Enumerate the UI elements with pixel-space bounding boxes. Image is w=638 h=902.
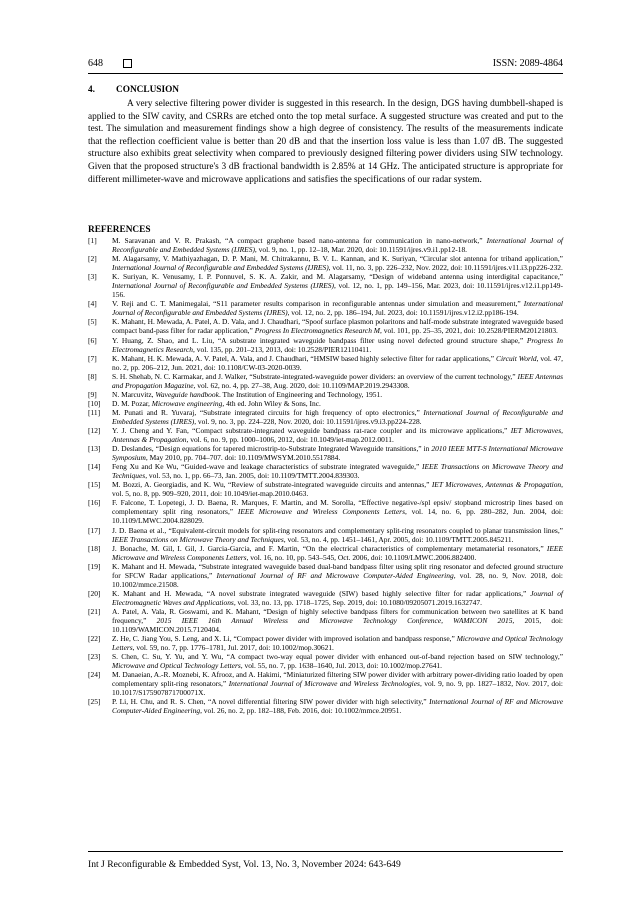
reference-text xyxy=(112,562,563,589)
reference-authors-title: D. Deslandes, “Design equations for tapered microstrip-to-Substrate Integrated Waveguide transitions,” in xyxy=(112,444,432,454)
reference-details: , vol. 53, no. 4, pp. 1451–1461, Apr. 2005, doi: 10.1109/TMTT.2005.845211. xyxy=(283,534,514,544)
reference-number: [23] xyxy=(88,652,101,662)
reference-authors-title: M. Saravanan and V. R. Prakash, “A compact graphene based nano-antenna for communication in nano-network,” xyxy=(112,236,487,245)
reference-text xyxy=(112,372,563,390)
running-header xyxy=(88,58,563,72)
reference-text xyxy=(112,526,563,544)
reference-list xyxy=(88,236,563,715)
reference-number: [5] xyxy=(88,317,97,327)
conclusion-paragraph: A very selective filtering power divider is suggested in this research. In the design, DGS having dumbbell-shaped is applied to the SIW cavity, and CSRRs are etched onto the top metal surface. A suggested structure was created and put to the test. The simulation and measurement findings show a high degree of consistency. The results of the measurements indicate that the reflection coefficient value is better than 20 dB and that the insertion loss value is less than 1.07 dB. The suggested structure also exhibits great selectivity when compared to previously designed filtering power dividers using SIW technology. Given that the proposed structure's 3 dB fractional bandwidth is 2.85% at 14 GHz. The anticipated structure is appropriate for different millimeter-wave and microwave applications and satisfies the specifications of our radar system. xyxy=(88,99,563,185)
reference-authors-title: J. D. Baena et al., “Equivalent-circuit models for split-ring resonators and complementary split-ring resonators coupled to planar transmission lines,” xyxy=(112,525,563,535)
references-heading: REFERENCES xyxy=(88,225,151,235)
reference-authors-title: D. M. Pozar, xyxy=(112,398,152,408)
reference-item xyxy=(88,670,563,697)
reference-details: , vol. 11, no. 3, pp. 226–232, Nov. 2022, doi: 10.11591/ijres.v11.i3.pp226-232. xyxy=(328,263,563,273)
reference-details: , vol. 5, no. 8, pp. 909–920, 2011, doi: 10.1049/iet-map.2010.0463. xyxy=(112,480,563,499)
reference-details: , May 2010, pp. 704–707. doi: 10.1109/MWSYM.2010.5517884. xyxy=(145,453,341,463)
reference-authors-title: M. Alagarsamy, V. Mathiyazhagan, D. P. Mani, M. Chitrakannu, B. V. L. Kannan, and K. Suriyan, “Circular slot antenna for triband application,” xyxy=(112,254,563,264)
reference-number: [3] xyxy=(88,272,97,282)
reference-number: [21] xyxy=(88,606,101,616)
reference-details: , vol. 28, no. 9, Nov. 2018, doi: 10.1002/mmce.21508. xyxy=(112,570,563,589)
section-title: CONCLUSION xyxy=(116,85,180,95)
reference-details: , vol. 59, no. 7, pp. 1776–1781, Jul. 2017, doi: 10.1002/mop.30621. xyxy=(132,643,334,653)
reference-number: [17] xyxy=(88,525,101,535)
reference-number: [8] xyxy=(88,371,97,381)
reference-item xyxy=(88,498,563,525)
reference-venue: Journal of Electromagnetic Waves and Applications xyxy=(112,588,563,607)
reference-text xyxy=(112,299,563,317)
header-rule xyxy=(88,73,563,74)
footer-rule xyxy=(88,851,563,852)
reference-authors-title: S. H. Shehab, N. C. Karmakar, and J. Walker, “Substrate-integrated-waveguide power dividers: an overview of the current technology,” xyxy=(112,371,518,381)
reference-text xyxy=(112,607,563,634)
reference-authors-title: S. Chen, C. Su, Y. Yu, and Y. Wu, “A compact two-way equal power divider with enhanced out-of-band rejection based on SIW technology,” xyxy=(112,652,563,662)
reference-text xyxy=(112,480,563,498)
reference-number: [9] xyxy=(88,389,97,399)
reference-text xyxy=(112,444,563,462)
reference-venue: International Journal of Reconfigurable and Embedded Systems (IJRES) xyxy=(112,299,563,318)
reference-text xyxy=(112,236,563,254)
reference-number: [10] xyxy=(88,398,101,408)
reference-details: , vol. 33, no. 13, pp. 1718–1725, Sep. 2019, doi: 10.1080/09205071.2019.1632747. xyxy=(233,597,482,607)
reference-text xyxy=(112,254,563,272)
reference-item xyxy=(88,652,563,670)
reference-number: [19] xyxy=(88,561,101,571)
reference-details: , vol. 9, no. 9, pp. 1827–1832, Nov. 2017, doi: 10.1017/S175907871700071X. xyxy=(112,679,564,698)
reference-details: , vol. 47, no. 2, pp. 206–212, Jun. 2021, doi: 10.1108/CW-03-2020-0039. xyxy=(112,353,563,372)
reference-number: [12] xyxy=(88,425,101,435)
reference-details: , vol. 16, no. 10, pp. 543–545, Oct. 2006, doi: 10.1109/LMWC.2006.882400. xyxy=(246,552,477,562)
reference-item xyxy=(88,589,563,607)
reference-authors-title: F. Falcone, T. Lopetegi, J. D. Baena, R. Marques, F. Martin, and M. Sorolla, “Effective negative-/spl epsiv/ stopband microstrip lines based on complementary split ring resonators,” xyxy=(112,498,563,517)
reference-number: [6] xyxy=(88,335,97,345)
reference-venue: International Journal of RF and Microwave Computer-Aided Engineering xyxy=(112,697,563,716)
reference-number: [2] xyxy=(88,254,97,264)
reference-text xyxy=(112,390,563,399)
reference-authors-title: K. Mahant, H. K. Mewada, A. V. Patel, A. Vala, and J. Chaudhari, “HMSIW based highly selective filter for radar applications,” xyxy=(112,353,496,363)
reference-item xyxy=(88,336,563,354)
reference-item xyxy=(88,272,563,299)
reference-number: [24] xyxy=(88,670,101,680)
reference-venue: 2010 IEEE MTT-S International Microwave Symposium xyxy=(112,444,563,463)
reference-item xyxy=(88,562,563,589)
reference-venue: IEEE Antennas and Propagation Magazine xyxy=(112,371,563,390)
reference-authors-title: Z. He, C. Jiang You, S. Leng, and X. Li, “Compact power divider with improved isolation and bandpass response,” xyxy=(112,634,457,644)
reference-venue: IEEE Transactions on Microwave Theory and Techniques xyxy=(112,462,563,481)
reference-details: , 2015, doi: 10.1109/WAMICON.2015.7120404. xyxy=(112,615,563,635)
reference-authors-title: K. Mahant and H. Mewada, “Substrate integrated waveguide based dual-band bandpass filter using split ring resonator and defected ground structure for SFCW Radar applications,” xyxy=(112,561,563,580)
reference-number: [20] xyxy=(88,588,101,598)
reference-details: , vol. 12, no. 2, pp. 186–194, Jul. 2023, doi: 10.11591/ijres.v12.i2.pp186-194. xyxy=(287,308,519,318)
reference-item xyxy=(88,462,563,480)
reference-text xyxy=(112,634,563,652)
reference-item xyxy=(88,607,563,634)
reference-details: , vol. 53, no. 1, pp. 66–73, Jan. 2005, doi: 10.1109/TMTT.2004.839303. xyxy=(145,471,360,481)
reference-venue: Microwave engineering xyxy=(151,398,223,408)
page-number: 648 xyxy=(88,58,103,69)
reference-venue: Microwave and Optical Technology Letters xyxy=(112,661,241,671)
reference-details: , vol. 55, no. 7, pp. 1638–1640, Jul. 2013, doi: 10.1002/mop.27641. xyxy=(240,661,442,671)
reference-number: [14] xyxy=(88,462,101,472)
reference-venue: International Journal of Microwave and Wireless Technologies xyxy=(228,679,420,689)
reference-item xyxy=(88,399,563,408)
footer-citation: Int J Reconfigurable & Embedded Syst, Vol. 13, No. 3, November 2024: 643-649 xyxy=(88,859,401,870)
reference-details: , vol. 101, pp. 25–35, 2021, doi: 10.2528/PIERM20121803. xyxy=(380,326,558,336)
reference-number: [4] xyxy=(88,299,97,309)
section-number: 4. xyxy=(88,85,95,95)
reference-item xyxy=(88,408,563,426)
reference-details: , 4th ed. John Wiley & Sons, Inc. xyxy=(222,398,321,408)
reference-authors-title: K. Suriyan, K. Venusamy, I. P. Ponnuvel, S. K. A. Zakir, and M. Alagarsamy, “Design of wideband antenna using interdigital capacitance,” xyxy=(112,272,563,282)
reference-details: , vol. 26, no. 2, pp. 182–188, Feb. 2016, doi: 10.1002/mmce.20951. xyxy=(200,706,402,716)
reference-text xyxy=(112,589,563,607)
reference-text xyxy=(112,652,563,670)
reference-venue: IET Microwaves, Antennas & Propagation xyxy=(431,480,562,490)
reference-item xyxy=(88,372,563,390)
reference-text xyxy=(112,670,563,697)
reference-number: [13] xyxy=(88,444,101,454)
reference-text xyxy=(112,697,563,715)
reference-venue: Progress In Electromagnetics Research M xyxy=(254,326,381,336)
reference-number: [11] xyxy=(88,407,101,417)
reference-venue: Circuit World xyxy=(496,353,537,363)
reference-item xyxy=(88,236,563,254)
reference-authors-title: P. Li, H. Chu, and R. S. Chen, “A novel differential filtering SIW power divider with high selectivity,” xyxy=(112,697,430,707)
reference-item xyxy=(88,526,563,544)
reference-venue: International Journal of Reconfigurable and Embedded Systems (IJRES) xyxy=(112,407,563,426)
issn-label: ISSN: 2089-4864 xyxy=(492,58,563,69)
reference-text xyxy=(112,317,563,335)
reference-item xyxy=(88,354,563,372)
reference-venue: Microwave and Optical Technology Letters xyxy=(112,634,563,653)
reference-venue: Waveguide handbook xyxy=(155,389,219,399)
reference-authors-title: K. Mahant and H. Mewada, “A novel substrate integrated waveguide (SIW) based highly selective filter for radar applications,” xyxy=(112,588,531,598)
reference-text xyxy=(112,544,563,562)
reference-details: , vol. 135, pp. 201–213, 2013, doi: 10.2528/PIER12110411. xyxy=(193,344,372,354)
reference-text xyxy=(112,426,563,444)
reference-authors-title: Y. J. Cheng and Y. Fan, “Compact substrate-integrated waveguide bandpass rat-race coupler and its microwave applications,” xyxy=(112,425,511,435)
reference-item xyxy=(88,444,563,462)
reference-authors-title: K. Mahant, H. Mewada, A. Patel, A. D. Vala, and J. Chaudhari, “Spoof surface plasmon polaritons and half-mode substrate integrated waveguide based compact band-pass filter for radar application,” xyxy=(112,317,563,336)
reference-item xyxy=(88,697,563,715)
reference-details: , vol. 9, no. 1, pp. 12–18, Mar. 2020, doi: 10.11591/ijres.v9.i1.pp12-18. xyxy=(254,245,468,255)
reference-text xyxy=(112,462,563,480)
reference-item xyxy=(88,480,563,498)
reference-text xyxy=(112,272,563,299)
reference-number: [16] xyxy=(88,498,101,508)
reference-details: . The Institution of Engineering and Technology, 1951. xyxy=(218,389,383,399)
reference-authors-title: V. Reji and C. T. Manimegalai, “S11 parameter results comparison in reconfigurable antennas under simulation and measurement,” xyxy=(112,299,524,309)
reference-authors-title: M. Punati and R. Yuvaraj, “Substrate integrated circuits for high frequency of opto electronics,” xyxy=(112,407,424,417)
reference-text xyxy=(112,498,563,525)
reference-venue: International Journal of RF and Microwave Computer-Aided Engineering xyxy=(216,570,454,580)
reference-number: [15] xyxy=(88,480,101,490)
reference-text xyxy=(112,336,563,354)
reference-venue: Progress In Electromagnetics Research xyxy=(112,335,563,354)
reference-number: [1] xyxy=(88,236,97,245)
reference-venue: IET Microwaves, Antennas & Propagation xyxy=(112,425,563,445)
reference-authors-title: Y. Huang, Z. Shao, and L. Liu, “A substrate integrated waveguide bandpass filter using novel defected ground structure shape,” xyxy=(112,335,527,345)
reference-venue: International Journal of Reconfigurable and Embedded Systems (IJRES) xyxy=(112,236,563,255)
reference-item xyxy=(88,317,563,335)
section-heading-conclusion xyxy=(88,85,179,95)
square-bullet-icon xyxy=(123,59,132,68)
reference-venue: IEEE Microwave and Wireless Components Letters xyxy=(112,543,563,562)
reference-details: , vol. 12, no. 1, pp. 149–156, Mar. 2023, doi: 10.11591/ijres.v12.i1.pp149-156. xyxy=(112,281,563,300)
reference-text xyxy=(112,408,563,426)
reference-item xyxy=(88,634,563,652)
reference-item xyxy=(88,299,563,317)
reference-details: , vol. 9, no. 3, pp. 224–228, Nov. 2020, doi: 10.11591/ijres.v9.i3.pp224-228. xyxy=(194,416,422,426)
reference-number: [22] xyxy=(88,634,101,644)
reference-venue: International Journal of Reconfigurable and Embedded Systems (IJRES) xyxy=(112,281,334,291)
reference-venue: IEEE Microwave and Wireless Components Letters xyxy=(237,507,405,517)
reference-number: [18] xyxy=(88,543,101,553)
reference-authors-title: M. Bozzi, A. Georgiadis, and K. Wu, “Review of substrate-integrated waveguide circuits and antennas,” xyxy=(112,480,432,490)
reference-details: , vol. 62, no. 4, pp. 27–38, Aug. 2020, doi: 10.1109/MAP.2019.2943308. xyxy=(193,380,410,390)
reference-item xyxy=(88,544,563,562)
reference-item xyxy=(88,390,563,399)
reference-authors-title: Feng Xu and Ke Wu, “Guided-wave and leakage characteristics of substrate integrated waveguide,” xyxy=(112,462,422,472)
reference-authors-title: M. Danaeian, A.-R. Moznebi, K. Afrooz, and A. Hakimi, “Miniaturized filtering SIW power divider with arbitrary power-dividing ratio loaded by open complementary split-ring resonators,” xyxy=(112,670,563,689)
reference-item xyxy=(88,254,563,272)
reference-details: , vol. 14, no. 6, pp. 280–282, Jun. 2004, doi: 10.1109/LMWC.2004.828029. xyxy=(112,507,564,526)
reference-number: [25] xyxy=(88,697,101,707)
reference-authors-title: N. Marcuvitz, xyxy=(112,389,156,399)
reference-number: [7] xyxy=(88,353,97,363)
reference-authors-title: A. Patel, A. Vala, R. Goswami, and K. Mahant, “Design of highly selective bandpass filters for communication between two satellites at K band frequency,” xyxy=(112,606,563,625)
reference-authors-title: J. Bonache, M. Gil, I. Gil, J. Garcia-Garcia, and F. Martin, “On the electrical characteristics of complementary metamaterial resonators,” xyxy=(112,543,547,553)
reference-details: , vol. 6, no. 9, pp. 1000–1006, 2012, doi: 10.1049/iet-map.2012.0011. xyxy=(186,435,394,445)
reference-text xyxy=(112,354,563,372)
reference-venue: 2015 IEEE 16th Annual Wireless and Microwave Technology Conference, WAMICON 2015 xyxy=(156,615,513,625)
reference-text xyxy=(112,399,563,408)
reference-venue: IEEE Transactions on Microwave Theory and Techniques xyxy=(112,534,284,544)
reference-venue: International Journal of Reconfigurable and Embedded Systems (IJRES) xyxy=(112,263,329,273)
reference-item xyxy=(88,426,563,444)
